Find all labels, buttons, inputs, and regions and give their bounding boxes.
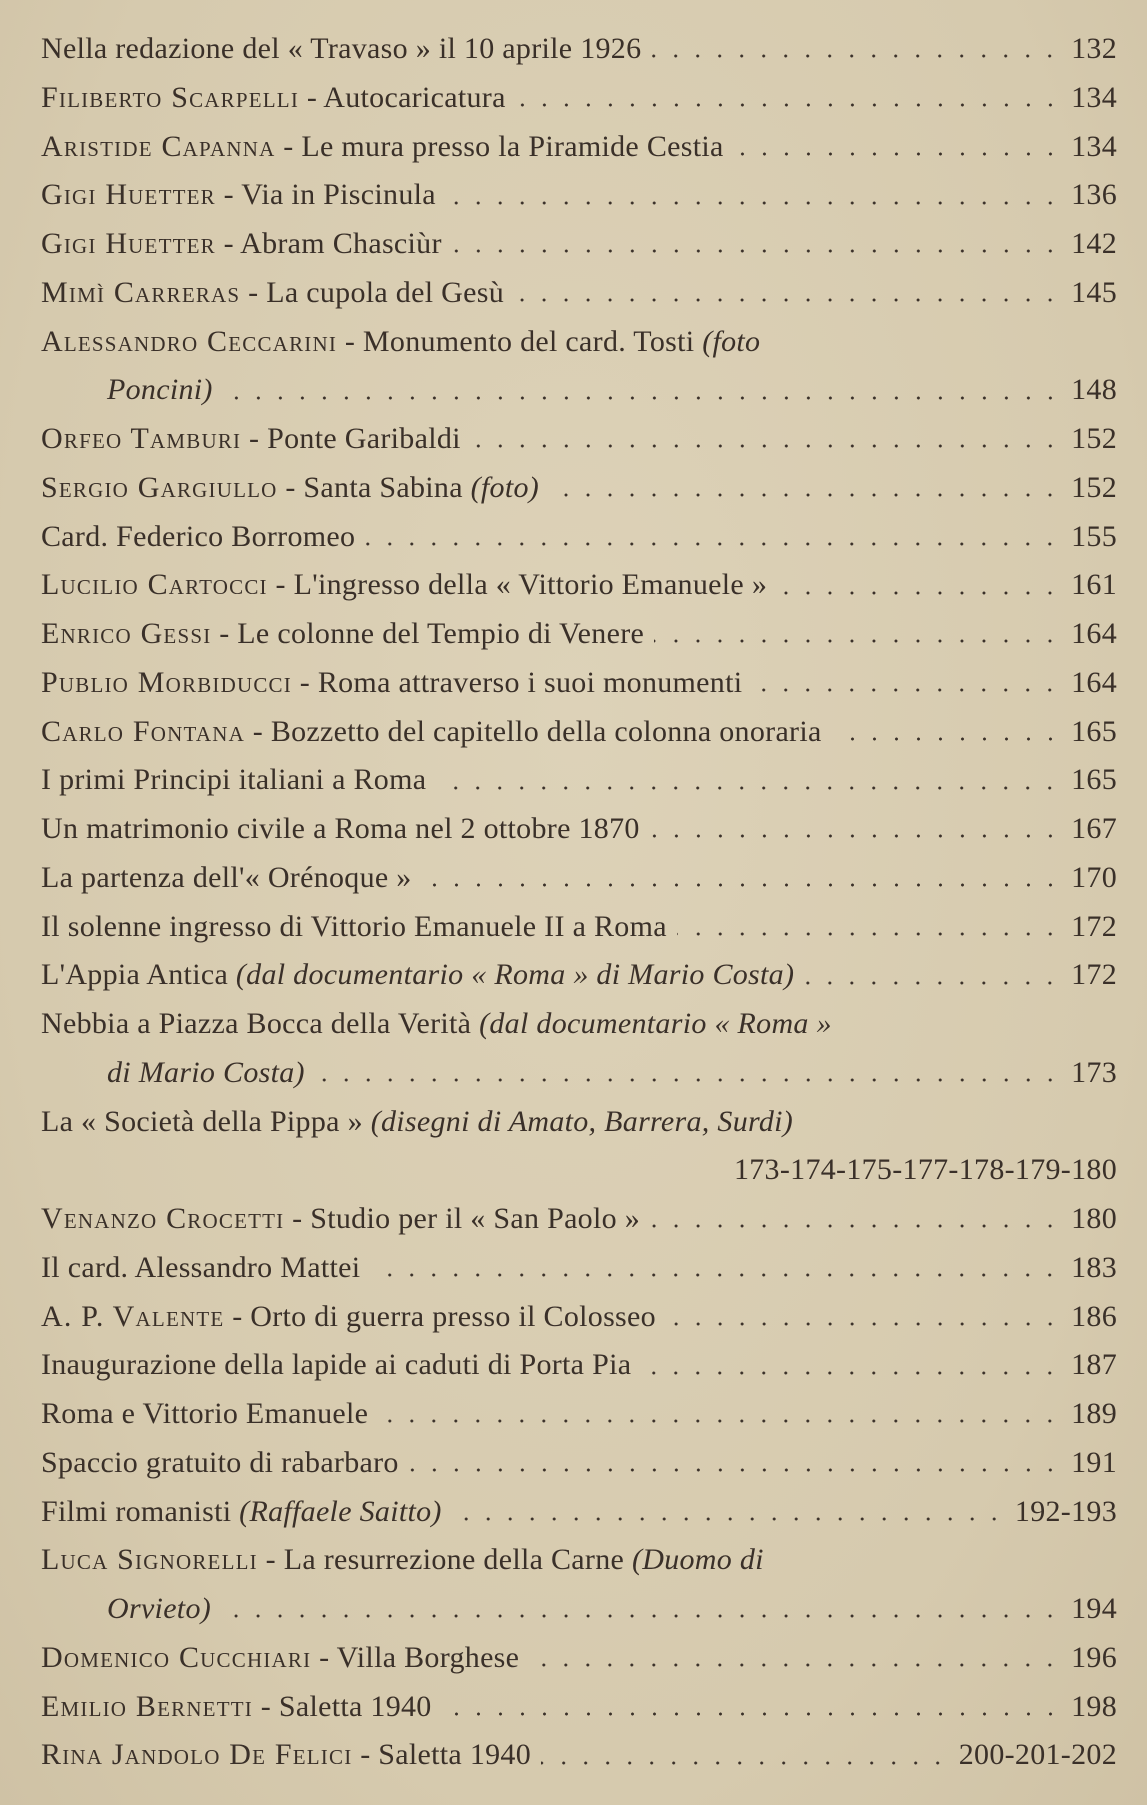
- page-number: 170: [1071, 860, 1117, 894]
- artist-name: Rina Jandolo De Felici: [41, 1738, 353, 1772]
- entry-title: Card. Federico Borromeo: [41, 519, 356, 553]
- page-number: 198: [1071, 1689, 1117, 1723]
- dot-leader: [651, 54, 1061, 58]
- page-number: 192-193: [1014, 1494, 1117, 1528]
- index-entry-line: [41, 220, 1117, 269]
- entry-note: Orvieto): [107, 1592, 212, 1625]
- page-number: 134: [1071, 80, 1117, 114]
- dot-leader: [315, 1078, 1061, 1082]
- entry-title: - Le colonne del Tempio di Venere: [211, 617, 645, 650]
- artist-name: Sergio Gargiullo: [41, 470, 278, 504]
- entry-title: - L'ingresso della « Vittorio Emanuele »: [267, 568, 768, 602]
- page-number: 189: [1071, 1397, 1117, 1430]
- index-entry-line: [41, 74, 1117, 123]
- index-entry-line: [41, 1195, 1117, 1244]
- index-entry-line: [41, 269, 1117, 318]
- dot-leader: [677, 932, 1061, 936]
- artist-name: Emilio Bernetti: [41, 1689, 253, 1723]
- page-number: 132: [1071, 32, 1117, 65]
- page-number: 164: [1071, 617, 1117, 650]
- entry-title: Nella redazione del « Travaso » il 10 aprile 1926: [41, 32, 642, 65]
- page-number: 180: [1071, 1202, 1117, 1235]
- index-entry-line: [41, 903, 1117, 952]
- index-entry-line: [41, 415, 1117, 464]
- page-number: 183: [1071, 1250, 1117, 1284]
- index-entry-line: [41, 1049, 1117, 1098]
- dot-leader: [832, 737, 1061, 741]
- page-number: 191: [1071, 1445, 1117, 1479]
- entry-note: Poncini): [107, 373, 213, 407]
- index-entry-line: [41, 1683, 1117, 1732]
- dot-leader: [804, 981, 1061, 985]
- dot-leader: [529, 1663, 1061, 1667]
- index-entry-line: [41, 513, 1117, 562]
- entry-title: - Via in Piscinula: [215, 178, 436, 212]
- dot-leader: [422, 883, 1061, 887]
- entry-title: L'Appia Antica: [41, 958, 236, 992]
- artist-name: Carlo Fontana: [41, 714, 245, 748]
- entry-title: - Saletta 1940: [352, 1738, 532, 1772]
- entry-title: - Monumento del card. Tosti: [337, 324, 703, 358]
- dot-leader: [666, 1322, 1061, 1326]
- dot-leader: [650, 834, 1061, 838]
- entry-note: (foto: [702, 324, 761, 358]
- artist-name: Enrico Gessi: [41, 617, 212, 650]
- entry-note: (dal documentario « Roma » di Mario Costa): [235, 958, 795, 992]
- entry-note: (foto): [470, 470, 540, 504]
- page-number: 172: [1071, 909, 1117, 943]
- index-entry-line: [41, 756, 1117, 805]
- page-number: 173: [1071, 1055, 1117, 1089]
- page-number: 148: [1071, 373, 1117, 407]
- entry-title: - La resurrezione della Carne: [257, 1543, 632, 1577]
- entry-note: (disegni di Amato, Barrera, Surdi): [370, 1104, 794, 1138]
- artist-name: Alessandro Ceccarini: [41, 324, 338, 358]
- artist-name: Gigi Huetter: [41, 227, 216, 260]
- entry-title: Il solenne ingresso di Vittorio Emanuele II a Roma: [41, 909, 667, 943]
- dot-leader: [221, 1614, 1061, 1618]
- page-number: 142: [1071, 227, 1117, 260]
- entry-note: (dal documentario « Roma »: [479, 1007, 832, 1040]
- dot-leader: [446, 201, 1061, 205]
- artist-name: Publio Morbiducci: [41, 665, 292, 699]
- index-entry-line: [41, 1244, 1117, 1293]
- artist-name: Mimì Carreras: [41, 275, 241, 309]
- entry-title: La partenza dell'« Orénoque »: [41, 860, 412, 894]
- dot-leader: [514, 298, 1061, 302]
- index-entry-line: [41, 1000, 1117, 1049]
- index-entry-line: [41, 1536, 1117, 1585]
- dot-leader: [641, 1371, 1061, 1375]
- index-entry-line: [41, 805, 1117, 854]
- page-number: 161: [1071, 568, 1117, 602]
- index-entry-line: [41, 318, 1117, 367]
- illustrations-index: [41, 25, 1117, 1780]
- index-entry-line: [41, 1731, 1117, 1780]
- entry-title: - La cupola del Gesù: [240, 275, 505, 309]
- dot-leader: [370, 1273, 1061, 1277]
- page-number: 196: [1071, 1640, 1117, 1674]
- dot-leader: [452, 249, 1061, 253]
- artist-name: Filiberto Scarpelli: [41, 80, 300, 114]
- entry-title: - Autocaricatura: [299, 80, 506, 114]
- entry-title: Inaugurazione della lapide ai caduti di Porta Pia: [41, 1348, 632, 1382]
- page-number: 136: [1071, 178, 1117, 212]
- artist-name: Luca Signorelli: [41, 1543, 258, 1577]
- index-entry-line: [41, 171, 1117, 220]
- artist-name: Lucilio Cartocci: [41, 568, 268, 602]
- page-number: 200-201-202: [958, 1738, 1117, 1772]
- entry-title: Roma e Vittorio Emanuele: [41, 1397, 369, 1430]
- dot-leader: [378, 1419, 1061, 1423]
- page-number: 145: [1071, 275, 1117, 309]
- entry-note: di Mario Costa): [107, 1055, 305, 1089]
- page-number: 134: [1071, 129, 1117, 163]
- entry-title: Filmi romanisti: [41, 1494, 240, 1528]
- page-number: 186: [1071, 1299, 1117, 1333]
- page-number: 172: [1071, 958, 1117, 992]
- dot-leader: [549, 493, 1061, 497]
- index-entry-line: [41, 708, 1117, 757]
- entry-title: - Abram Chasciùr: [215, 227, 442, 260]
- index-entry-line: [41, 610, 1117, 659]
- index-entry-line: [41, 25, 1117, 74]
- page-number: 152: [1071, 470, 1117, 504]
- entry-title: - Studio per il « San Paolo »: [284, 1202, 641, 1235]
- index-entry-line: [41, 464, 1117, 513]
- dot-leader: [436, 786, 1061, 790]
- page-number: 187: [1071, 1348, 1117, 1382]
- artist-name: Domenico Cucchiari: [41, 1640, 312, 1674]
- dot-leader: [409, 1468, 1061, 1472]
- index-entry-line: [41, 366, 1117, 415]
- entry-title: - Ponte Garibaldi: [241, 422, 461, 455]
- index-entry-line: [41, 1293, 1117, 1342]
- page-number: 155: [1071, 519, 1117, 553]
- entry-title: Spaccio gratuito di rabarbaro: [41, 1445, 399, 1479]
- artist-name: Venanzo Crocetti: [41, 1202, 285, 1235]
- index-entry-line: [41, 123, 1117, 172]
- page-number: 173-174-175-177-178-179-180: [733, 1153, 1117, 1187]
- dot-leader: [442, 1712, 1061, 1716]
- entry-title: - Bozzetto del capitello della colonna onoraria: [244, 714, 822, 748]
- entry-title: - Orto di guerra presso il Colosseo: [224, 1299, 656, 1333]
- index-entry-line: [41, 561, 1117, 610]
- page-number: 167: [1071, 812, 1117, 845]
- index-entry-line: [41, 1098, 1117, 1147]
- dot-leader: [365, 542, 1061, 546]
- page-number: 164: [1071, 665, 1117, 699]
- dot-leader: [734, 152, 1061, 156]
- index-entry-line: [41, 951, 1117, 1000]
- page-number: 194: [1071, 1592, 1117, 1625]
- page-number: 165: [1071, 714, 1117, 748]
- dot-leader: [650, 1224, 1061, 1228]
- entry-title: Un matrimonio civile a Roma nel 2 ottobre 1870: [41, 812, 640, 845]
- dot-leader: [452, 1517, 1005, 1521]
- page-number: 165: [1071, 763, 1117, 797]
- entry-title: - Santa Sabina: [277, 470, 471, 504]
- artist-name: Gigi Huetter: [41, 178, 216, 212]
- artist-name: Orfeo Tamburi: [41, 422, 242, 455]
- index-entry-line: [41, 1341, 1117, 1390]
- entry-note: (Raffaele Saitto): [239, 1494, 442, 1528]
- dot-leader: [541, 1761, 949, 1765]
- dot-leader: [777, 591, 1061, 595]
- entry-title: - Saletta 1940: [252, 1689, 432, 1723]
- artist-name: Aristide Capanna: [41, 129, 276, 163]
- index-entry-line: [41, 854, 1117, 903]
- artist-name: A. P. Valente: [41, 1299, 225, 1333]
- dot-leader: [516, 103, 1061, 107]
- index-entry-line: [41, 1390, 1117, 1439]
- entry-title: - Villa Borghese: [311, 1640, 520, 1674]
- entry-title: La « Società della Pippa »: [41, 1104, 371, 1138]
- index-entry-line: [41, 1146, 1117, 1195]
- dot-leader: [223, 396, 1061, 400]
- dot-leader: [654, 639, 1061, 643]
- index-entry-line: [41, 1488, 1117, 1537]
- entry-title: - Roma attraverso i suoi monumenti: [291, 665, 743, 699]
- index-entry-line: [41, 1439, 1117, 1488]
- entry-title: Il card. Alessandro Mattei: [41, 1250, 361, 1284]
- dot-leader: [471, 444, 1061, 448]
- index-entry-line: [41, 659, 1117, 708]
- page-number: 152: [1071, 422, 1117, 455]
- entry-title: Nebbia a Piazza Bocca della Verità: [41, 1007, 480, 1040]
- index-entry-line: [41, 1585, 1117, 1634]
- entry-note: (Duomo di: [631, 1543, 764, 1577]
- entry-title: I primi Principi italiani a Roma: [41, 763, 427, 797]
- dot-leader: [752, 688, 1061, 692]
- entry-title: - Le mura presso la Piramide Cestia: [275, 129, 724, 163]
- index-entry-line: [41, 1634, 1117, 1683]
